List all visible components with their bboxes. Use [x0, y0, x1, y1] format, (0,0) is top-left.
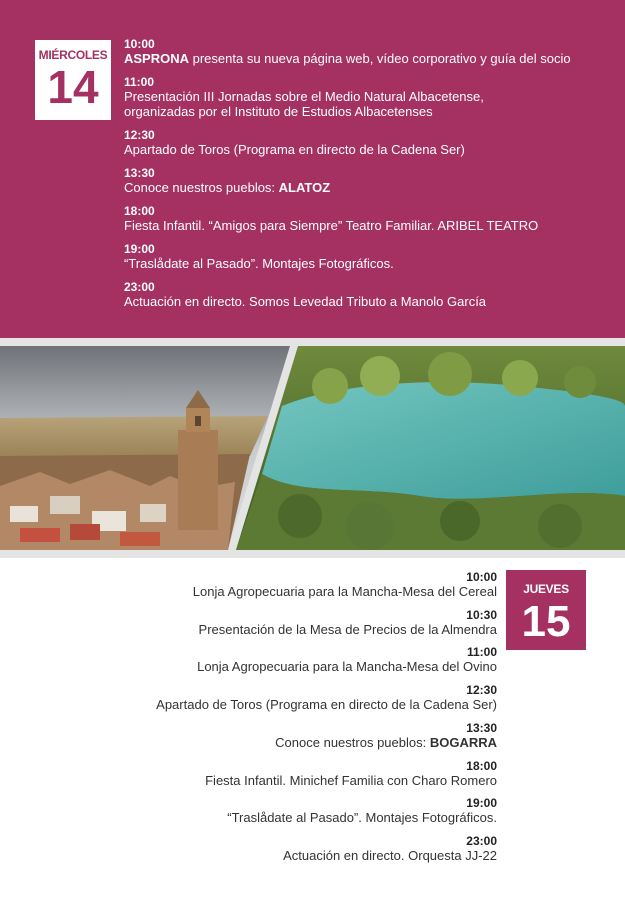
event-text: Apartado de Toros (Programa en directo de la Cadena Ser) — [156, 697, 497, 712]
event-thu-3 — [197, 646, 497, 674]
wednesday-section — [0, 0, 625, 338]
event-thu-6 — [205, 760, 497, 788]
wednesday-day-name: MIÉRCOLES — [38, 48, 108, 62]
event-thu-8 — [283, 835, 497, 863]
event-text: Lonja Agropecuaria para la Mancha-Mesa del Ovino — [197, 659, 497, 674]
event-time: 23:00 — [466, 834, 497, 848]
event-text-line2: organizadas por el Instituto de Estudios Albacetenses — [124, 104, 433, 119]
thursday-date-box — [506, 570, 586, 650]
event-wed-3 — [124, 129, 465, 157]
event-thu-5 — [275, 722, 497, 750]
wednesday-day-number: 14 — [47, 61, 99, 113]
event-text: Conoce nuestros pueblos: — [124, 180, 279, 195]
event-time: 13:30 — [466, 721, 497, 735]
event-thu-4 — [156, 684, 497, 712]
event-time: 19:00 — [466, 796, 497, 810]
event-thu-1 — [193, 571, 497, 599]
event-text: presenta su nueva página web, vídeo corporativo y guía del socio — [189, 51, 571, 66]
event-text: Conoce nuestros pueblos: — [275, 735, 430, 750]
event-text: Presentación de la Mesa de Precios de la Almendra — [198, 622, 497, 637]
event-text: Actuación en directo. Somos Levedad Tributo a Manolo García — [124, 294, 487, 309]
event-text: “Traslådate al Pasado”. Montajes Fotográficos. — [227, 810, 497, 825]
event-time: 12:30 — [124, 128, 155, 142]
event-time: 23:00 — [124, 280, 155, 294]
event-thu-2 — [199, 609, 497, 637]
event-wed-5 — [124, 205, 538, 233]
event-wed-2 — [124, 76, 484, 119]
event-highlight: ASPRONA — [124, 51, 190, 66]
wednesday-date-box — [35, 40, 111, 120]
event-time: 10:00 — [124, 37, 155, 51]
event-time: 13:30 — [124, 166, 155, 180]
event-text: Fiesta Infantil. “Amigos para Siempre” Teatro Familiar. ARIBEL TEATRO — [124, 218, 539, 233]
event-highlight: BOGARRA — [429, 735, 497, 750]
event-time: 18:00 — [466, 759, 497, 773]
event-wed-4 — [124, 167, 330, 195]
event-text-line1: Presentación III Jornadas sobre el Medio Natural Albacetense, — [124, 89, 484, 104]
event-wed-6 — [124, 243, 394, 271]
event-time: 19:00 — [124, 242, 155, 256]
event-text: “Traslådate al Pasado”. Montajes Fotográficos. — [124, 256, 394, 271]
event-desc — [275, 735, 497, 750]
event-time: 10:00 — [466, 570, 497, 584]
event-desc — [124, 180, 330, 195]
event-wed-1 — [124, 38, 571, 66]
event-time: 10:30 — [466, 608, 497, 622]
event-time: 12:30 — [466, 683, 497, 697]
lagoon-photo — [236, 346, 625, 550]
landscape-photos — [0, 346, 625, 550]
event-wed-7 — [124, 281, 486, 309]
event-time: 11:00 — [466, 645, 497, 659]
event-time: 18:00 — [124, 204, 155, 218]
event-time: 11:00 — [124, 75, 155, 89]
event-text: Fiesta Infantil. Minichef Familia con Charo Romero — [205, 773, 497, 788]
event-text: Actuación en directo. Orquesta JJ-22 — [283, 848, 497, 863]
event-thu-7 — [227, 797, 497, 825]
event-highlight: ALATOZ — [278, 180, 331, 195]
event-desc — [124, 51, 571, 66]
thursday-day-name: JUEVES — [523, 582, 569, 596]
event-text: Lonja Agropecuaria para la Mancha-Mesa del Cereal — [192, 584, 497, 599]
thursday-day-number: 15 — [521, 597, 571, 646]
event-text: Apartado de Toros (Programa en directo de la Cadena Ser) — [124, 142, 465, 157]
